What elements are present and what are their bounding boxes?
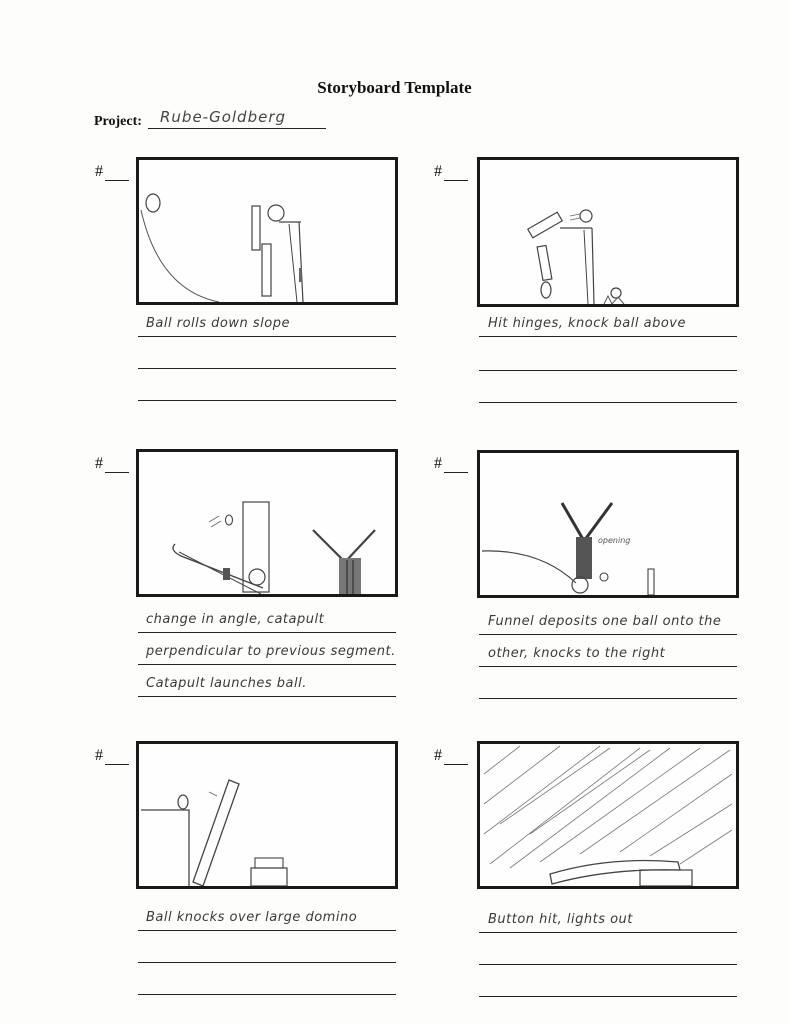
caption-6-line-1: Button hit, lights out: [488, 912, 633, 927]
project-label: Project:: [94, 114, 142, 129]
frame-number-5: #: [95, 747, 103, 764]
sketch-domino: [139, 744, 395, 886]
frame-number-2: #: [434, 163, 442, 180]
frame-number-line: [105, 180, 129, 181]
storyboard-frame-5: [136, 741, 398, 889]
frame-number-line: [444, 472, 468, 473]
funnel-annotation: opening: [598, 536, 631, 545]
project-underline: [148, 128, 326, 129]
frame-number-6: #: [434, 747, 442, 764]
caption-5-line-1: Ball knocks over large domino: [146, 910, 358, 925]
frame-number-line: [444, 764, 468, 765]
sketch-lights-out: [480, 744, 736, 886]
storyboard-frame-6: [477, 741, 739, 889]
frame-number-4: #: [434, 455, 442, 472]
sketch-funnel: [480, 453, 736, 595]
storyboard-frame-3: [136, 449, 398, 597]
caption-3-line-2: perpendicular to previous segment.: [146, 644, 396, 659]
caption-1-line-1: Ball rolls down slope: [146, 316, 290, 331]
page-title: Storyboard Template: [317, 78, 472, 97]
frame-number-line: [105, 472, 129, 473]
caption-4-line-2: other, knocks to the right: [488, 646, 666, 661]
frame-number-3: #: [95, 455, 103, 472]
frame-number-line: [444, 180, 468, 181]
caption-3-line-3: Catapult launches ball.: [146, 676, 307, 691]
frame-number-1: #: [95, 163, 103, 180]
caption-2-line-1: Hit hinges, knock ball above: [488, 316, 686, 331]
storyboard-frame-1: [136, 157, 398, 305]
storyboard-frame-4: [477, 450, 739, 598]
frame-number-line: [105, 764, 129, 765]
sketch-catapult: [139, 452, 395, 594]
project-value: Rube-Goldberg: [160, 108, 287, 126]
caption-3-line-1: change in angle, catapult: [146, 612, 325, 627]
caption-4-line-1: Funnel deposits one ball onto the: [488, 614, 722, 629]
sketch-hinges: [480, 160, 736, 304]
storyboard-frame-2: [477, 157, 739, 307]
sketch-ball-slope: [139, 160, 395, 302]
